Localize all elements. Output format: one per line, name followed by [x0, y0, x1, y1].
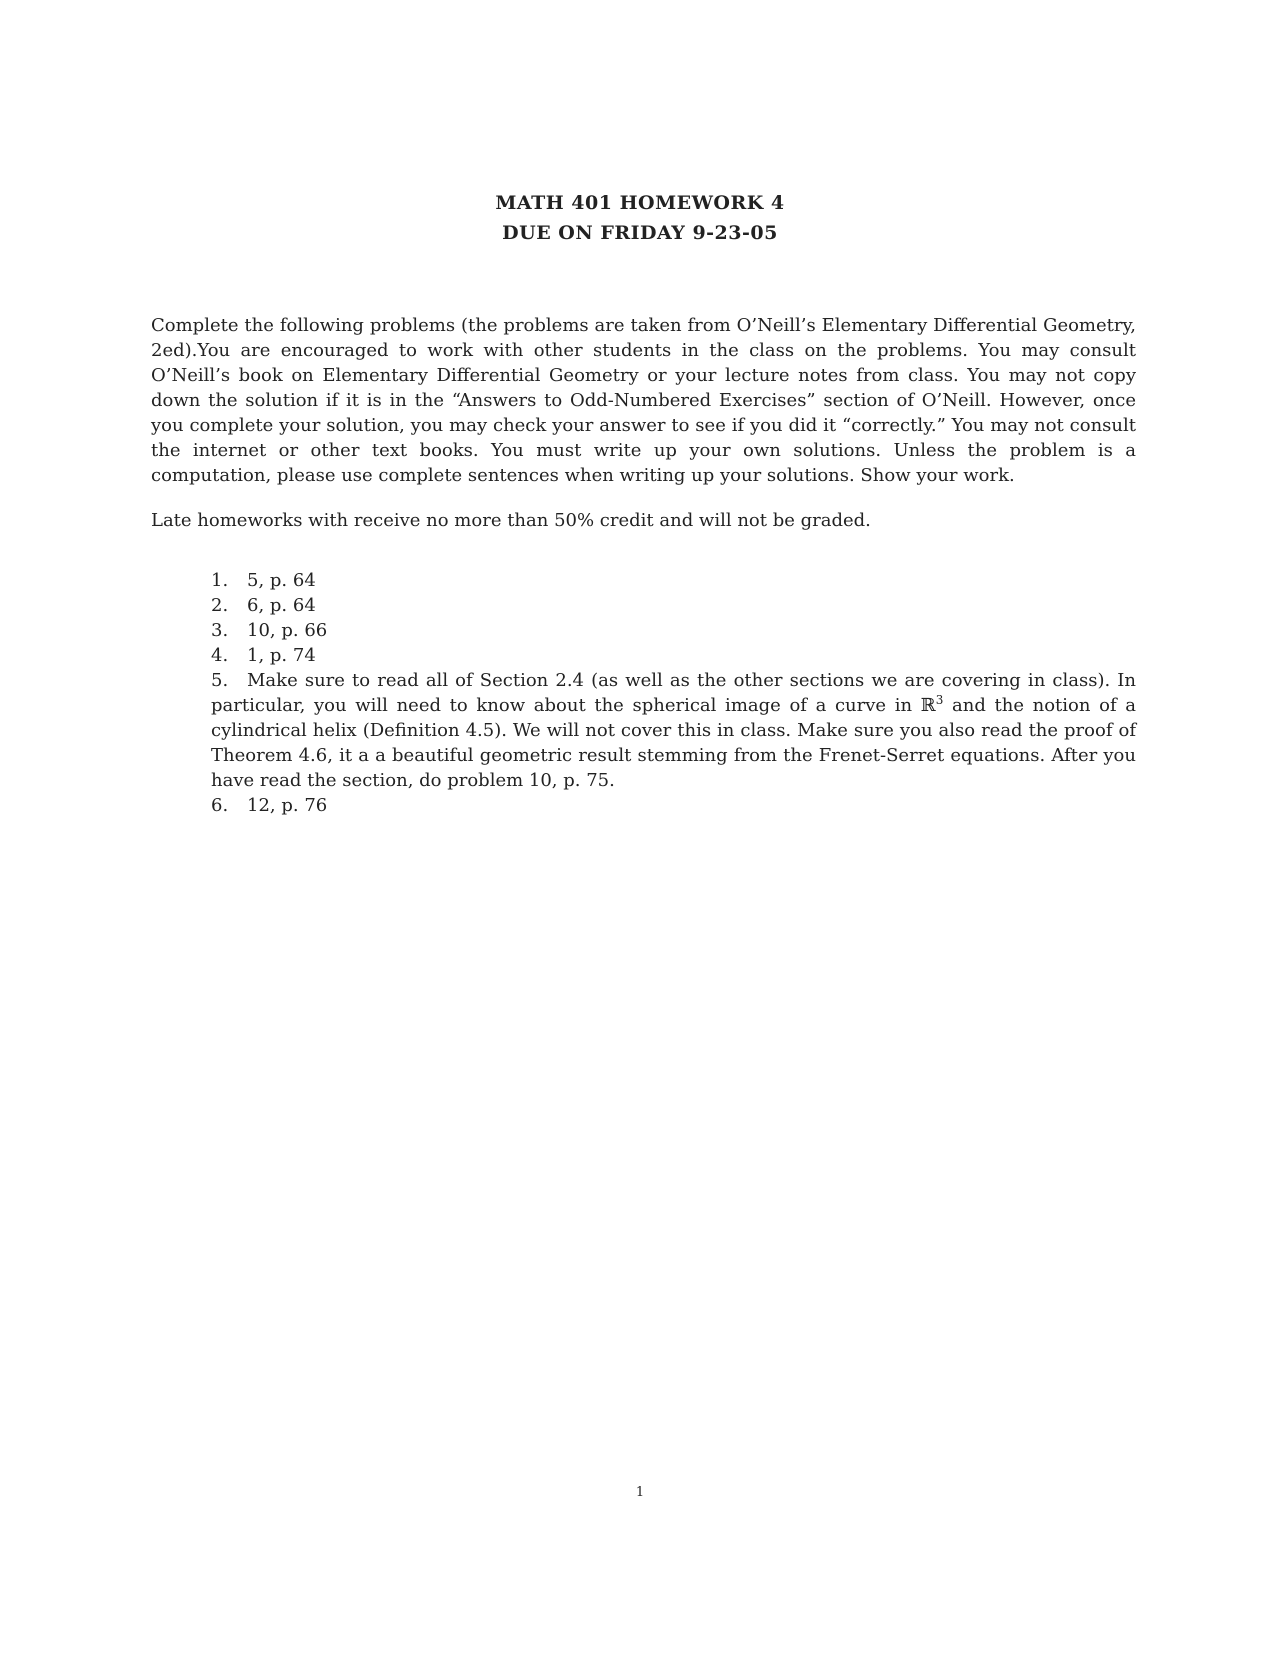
problem-list	[211, 568, 1136, 818]
instructions-paragraph: Complete the following problems (the problems are taken from O’Neill’s Elementary Differential Geometry, 2ed).You are encouraged to work with other students in the class on the problems. You may consult O’Neill’s book on Elementary Differential Geometry or your lecture notes from class. You may not copy down the solution if it is in the “Answers to Odd-Numbered Exercises” section of O’Neill. However, once you complete your solution, you may check your answer to see if you did it “correctly.” You may not consult the internet or other text books. You must write up your own solutions. Unless the problem is a computation, please use complete sentences when writing up your solutions. Show your work.	[151, 315, 1136, 486]
problem-item	[211, 593, 1136, 618]
problem-item	[211, 568, 1136, 593]
problem-text-start: Make sure to read all of Section 2.4 (as well as the other sections we are covering in class). In particular, you will need to know about the spherical image of a curve in	[211, 670, 1136, 716]
real-numbers-symbol: ℝ	[920, 695, 936, 716]
problem-text: 12, p. 76	[247, 795, 328, 816]
problem-number: 4.	[211, 645, 229, 666]
problem-item	[211, 643, 1136, 668]
problem-text: 5, p. 64	[247, 570, 316, 591]
page-number: 1	[635, 1485, 645, 1500]
problem-text: 6, p. 64	[247, 595, 316, 616]
problem-number: 3.	[211, 620, 229, 641]
title-block	[0, 188, 1280, 248]
problem-number: 6.	[211, 795, 229, 816]
exponent: 3	[935, 693, 944, 707]
problem-text: 1, p. 74	[247, 645, 316, 666]
problem-text-end: and the notion of a cylindrical helix (Definition 4.5). We will not cover this in class. Make sure you also read the proof of Theorem 4.6, it a a beautiful geometric result stemming from the Frenet-Serret equations. After you have read the section, do problem 10, p. 75.	[211, 695, 1137, 791]
page-title: MATH 401 HOMEWORK 4	[495, 192, 785, 214]
problem-number: 5.	[211, 670, 229, 691]
problem-item	[211, 793, 1136, 818]
problem-number: 2.	[211, 595, 229, 616]
due-date: DUE ON FRIDAY 9-23-05	[502, 222, 778, 244]
problem-item	[211, 618, 1136, 643]
problem-number: 1.	[211, 570, 229, 591]
problem-text: 10, p. 66	[247, 620, 328, 641]
late-policy-paragraph: Late homeworks with receive no more than 50% credit and will not be graded.	[151, 510, 871, 531]
problem-item	[211, 668, 1136, 793]
